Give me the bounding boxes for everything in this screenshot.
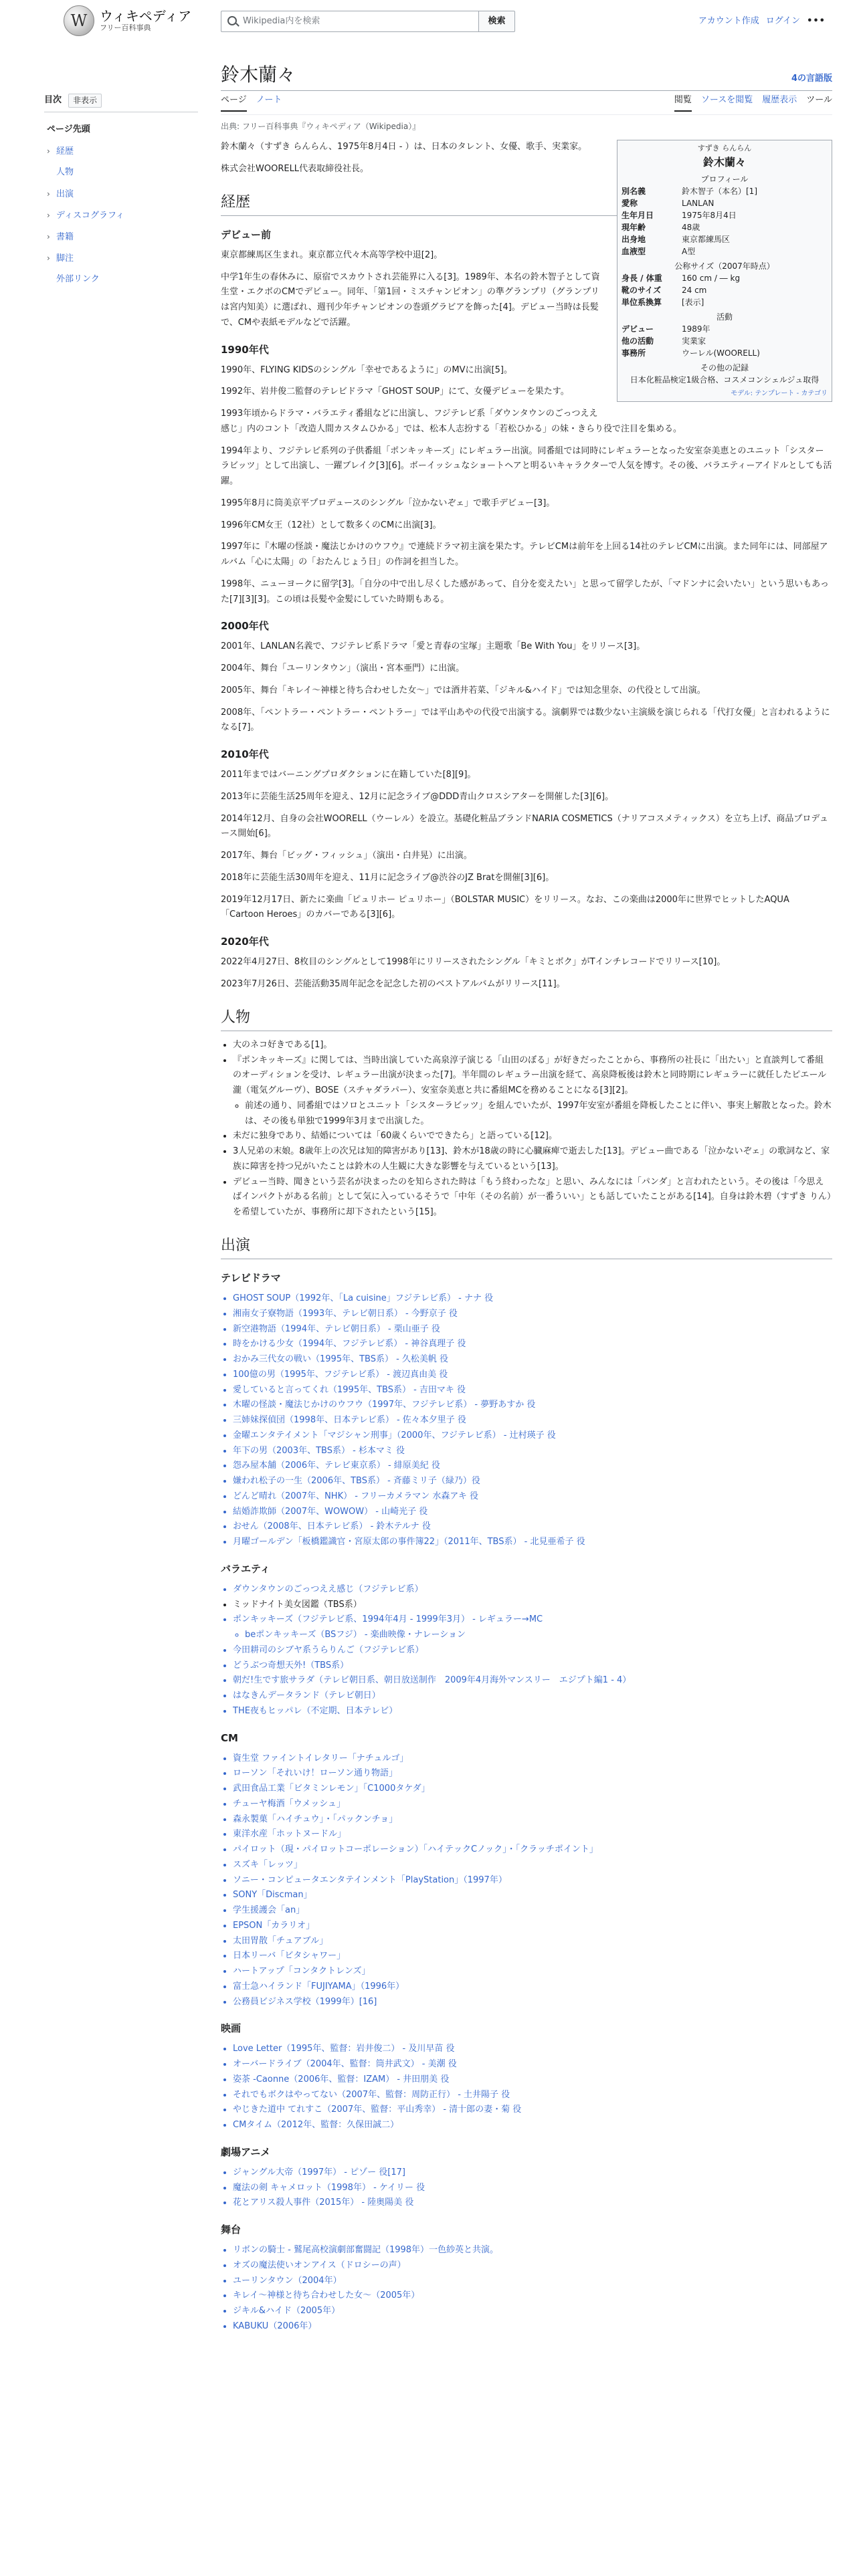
chevron-right-icon[interactable]: › xyxy=(47,232,50,242)
list-item[interactable]: • 100億の男（1995年、フジテレビ系） - 渡辺真由美 役 xyxy=(233,1368,832,1383)
infobox-value: 160 cm / ― kg xyxy=(682,273,741,283)
list-item[interactable]: • どんど晴れ（2007年、NHK） - フリーカメラマン 水森アキ 役 xyxy=(233,1489,832,1505)
tab-tools[interactable]: ツール xyxy=(806,95,832,106)
list-item[interactable]: • EPSON「カラリオ」 xyxy=(233,1919,832,1934)
list-item[interactable]: • どうぶつ奇想天外!（TBS系） xyxy=(233,1658,832,1674)
infobox-value: 1975年8月4日 xyxy=(682,210,737,220)
list-item[interactable]: • 怨み屋本舗（2006年、テレビ東京系） - 緋原美紀 役 xyxy=(233,1459,832,1474)
infobox-value: 48歳 xyxy=(682,222,700,232)
stage-list xyxy=(233,2243,832,2335)
toc-hide-button[interactable]: 非表示 xyxy=(68,94,102,108)
infobox-value: LANLAN xyxy=(682,198,714,208)
paragraph: 2022年4月27日、8枚目のシングルとして1998年にリリースされたシングル「キミとボク」がTインチレコードでリリース[10]。 xyxy=(221,957,726,968)
list-item[interactable]: • 花とアリス殺人事件（2015年） - 陸奥陽美 役 xyxy=(233,2195,832,2211)
logo-title: ウィキペディア xyxy=(100,7,192,24)
list-item[interactable]: • ジキル&ハイド（2005年） xyxy=(233,2304,832,2319)
infobox-row xyxy=(622,245,828,257)
login-link[interactable]: ログイン xyxy=(765,16,801,26)
list-item[interactable]: • それでもボクはやってない（2007年、監督：周防正行） - 土井陽子 役 xyxy=(233,2088,832,2103)
cm-list xyxy=(233,1751,832,2010)
film-list xyxy=(233,2042,832,2133)
list-item[interactable]: • 結婚詐欺師（2007年、WOWOW） - 山崎光子 役 xyxy=(233,1505,832,1520)
list-item[interactable]: • ユーリンタウン（2004年） xyxy=(233,2274,832,2289)
list-item[interactable]: • 魔法の剣 キャメロット（1998年） - ケイリー 役 xyxy=(233,2181,832,2196)
wikipedia-logo[interactable] xyxy=(64,5,191,36)
list-item[interactable]: • おかみ三代女の戦い（1995年、TBS系） - 久松美帆 役 xyxy=(233,1352,832,1368)
list-item[interactable]: • 朝だ!生です旅サラダ（テレビ朝日系、朝日放送制作 2009年4月海外マンスリー エジプト編1 - 4） xyxy=(233,1673,832,1689)
section-career: 経歴 xyxy=(221,191,832,216)
list-item[interactable]: • パイロット（現・パイロットコーポレーション）「ハイテックCノック」・「クラッチポイント」 xyxy=(233,1842,832,1858)
paragraph: 2023年7月26日、芸能活動35周年記念を記念した初のベストアルバムがリリース[11]。 xyxy=(221,978,565,989)
source-note: 出典: フリー百科事典『ウィキペディア（Wikipedia）』 xyxy=(221,122,421,131)
infobox-row xyxy=(622,233,828,245)
list-item[interactable]: • 愛していると言ってくれ（1995年、TBS系） - 吉田マキ 役 xyxy=(233,1383,832,1398)
list-item[interactable]: • 新空港物語（1994年、テレビ朝日系） - 栗山亜子 役 xyxy=(233,1322,832,1337)
list-item[interactable]: • やじきた道中 てれすこ（2007年、監督：平山秀幸） - 清十郎の妻・菊 役 xyxy=(233,2103,832,2118)
toc-item-label: 脚注 xyxy=(56,253,74,264)
infobox-value: A型 xyxy=(682,246,696,256)
tab-view-source[interactable]: ソースを閲覧 xyxy=(700,95,753,106)
subsection-before-debut: デビュー前 xyxy=(221,228,272,241)
infobox-key: 他の活動 xyxy=(622,336,654,346)
infobox-value: 実業家 xyxy=(682,336,706,346)
infobox-value: 鈴木智子（本名）[1] xyxy=(682,186,757,196)
list-item[interactable]: • ポンキッキーズ（フジテレビ系、1994年4月 - 1999年3月） - レギュラー→MC ◦ beポンキッキーズ（BSフジ） - 楽曲映像・ナレーション xyxy=(233,1612,832,1643)
person-list xyxy=(233,1038,832,1220)
drama-list xyxy=(233,1291,832,1550)
search-input[interactable]: Wikipedia内を検索 xyxy=(221,11,479,32)
list-item[interactable]: • オズの魔法使いオンアイス（ドロシーの声） xyxy=(233,2258,832,2274)
paragraph: 1992年、岩井俊二監督のテレビドラマ「GHOST SOUP」にて、女優デビューを果たす。 xyxy=(221,387,569,397)
chevron-right-icon[interactable]: › xyxy=(47,211,50,221)
list-item[interactable]: • オーバードライブ（2004年、監督：筒井武文） - 美潮 役 xyxy=(233,2057,832,2072)
list-item[interactable]: • スズキ「レッツ」 xyxy=(233,1858,832,1873)
toc-item[interactable] xyxy=(44,269,198,290)
tab-history[interactable]: 履歴表示 xyxy=(762,95,797,106)
list-item: • ミッドナイト美女図鑑（TBS系） xyxy=(233,1598,832,1613)
subsection-2010s: 2010年代 xyxy=(221,748,269,761)
infobox-profile-header: プロフィール xyxy=(700,174,749,184)
subsection-1990s: 1990年代 xyxy=(221,343,269,356)
paragraph: 2017年、舞台「ビッグ・フィッシュ」（演出・白井晃）に出演。 xyxy=(221,851,472,861)
paragraph: 2008年、「ペントラー・ペントラー・ペントラー」では平山あやの代役で出演する。演劇界では数少ない主演級を演じられる「代打女優」と言われるようになる[7]。 xyxy=(221,707,830,733)
infobox-name: 鈴木蘭々 xyxy=(702,155,746,169)
paragraph: 2001年、LANLAN名義で、フジテレビ系ドラマ「愛と青春の宝塚」主題歌「Be With You」をリリース[3]。 xyxy=(221,641,646,652)
infobox-row xyxy=(622,296,828,308)
list-item[interactable]: • チューヤ梅酒「ウメッシュ」 xyxy=(233,1797,832,1812)
logo-subtitle: フリー百科事典 xyxy=(100,23,151,32)
toc-item-label: 書籍 xyxy=(56,232,74,243)
intro-company: 株式会社WOORELL代表取締役社長。 xyxy=(221,163,369,174)
list-item[interactable]: • 木曜の怪談・魔法じかけのウフウ（1997年、フジテレビ系） - 夢野あすか 役 xyxy=(233,1398,832,1413)
chevron-right-icon[interactable]: › xyxy=(47,253,50,263)
paragraph: 東京都練馬区生まれ。東京都立代々木高等学校中退[2]。 xyxy=(221,249,443,260)
paragraph: 2019年12月17日、新たに楽曲「ピュリホー ピュリホー」（BOLSTAR MUSIC）をリリース。なお、この楽曲は2000年に世界でヒットしたAQUA「Cartoon Heroes」のカバーである[3][6]。 xyxy=(221,894,789,920)
paragraph: 2005年、舞台「キレイ〜神様と待ち合わせした女〜」では酒井若菜、「ジキル&ハイド」では知念里奈、の代役として出演。 xyxy=(221,685,706,695)
toc-item[interactable] xyxy=(44,205,198,226)
list-item[interactable]: • 富士急ハイランド「FUJIYAMA」（1996年） xyxy=(233,1979,832,1995)
subsection-stage: 舞台 xyxy=(221,2224,242,2236)
toc-item-label: 経歴 xyxy=(56,146,74,157)
infobox-key: 身長 / 体重 xyxy=(622,273,662,283)
infobox-row xyxy=(622,272,828,284)
subsection-2020s: 2020年代 xyxy=(221,936,269,948)
infobox-row xyxy=(622,347,828,359)
subsection-variety: バラエティ xyxy=(221,1562,270,1575)
infobox-kana: すずき らんらん xyxy=(697,144,752,153)
site-header xyxy=(0,0,859,47)
toc-item-label: ディスコグラフィ xyxy=(56,211,124,221)
toc-item-label: 外部リンク xyxy=(56,274,100,285)
subsection-anime: 劇場アニメ xyxy=(221,2145,271,2158)
section-appearances: 出演 xyxy=(221,1234,832,1259)
list-item[interactable]: • 金曜エンタテイメント「マジシャン刑事」（2000年、フジテレビ系） - 辻村瑛子 役 xyxy=(233,1428,832,1444)
toc-item-label: 出演 xyxy=(56,189,74,200)
paragraph: 1995年8月に筒美京平プロデュースのシングル「泣かないぞェ」で歌手デビュー[3]。 xyxy=(221,498,555,508)
toc-item[interactable] xyxy=(44,119,198,140)
list-item[interactable]: • 姿茶 -Caonne（2006年、監督：IZAM） - 井田朋美 役 xyxy=(233,2072,832,2088)
paragraph: 2004年、舞台「ユーリンタウン」（演出・宮本亜門）に出演。 xyxy=(221,663,465,674)
toc-item[interactable] xyxy=(44,226,198,247)
list-item[interactable]: • 湘南女子寮物語（1993年、テレビ朝日系） - 今野京子 役 xyxy=(233,1307,832,1322)
user-links xyxy=(698,15,826,29)
intro-paragraph: 鈴木蘭々（すずき らんらん、1975年8月4日 - ）は、日本のタレント、女優、歌手、実業家。 xyxy=(221,142,587,152)
toc-item[interactable] xyxy=(44,162,198,183)
page-title: 鈴木蘭々 xyxy=(221,64,296,86)
infobox-key: 靴のサイズ xyxy=(622,285,662,295)
table-of-contents xyxy=(44,94,198,290)
paragraph: 2018年に芸能生活30周年を迎え、11月に記念ライブ@渋谷のJZ Bratを開催[3][6]。 xyxy=(221,872,555,883)
globe-icon: W xyxy=(64,5,94,36)
tab-talk[interactable]: ノート xyxy=(256,95,282,106)
infobox-row xyxy=(622,335,828,347)
paragraph: 2014年12月、自身の会社WOORELL（ウーレル）を設立。基礎化粧品ブランドNARIA COSMETICS（ナリアコスメティックス）を立ち上げ、商品プロデュース開始[6]。 xyxy=(221,813,828,839)
chevron-right-icon[interactable]: › xyxy=(47,146,50,156)
list-subitem[interactable]: ◦ beポンキッキーズ（BSフジ） - 楽曲映像・ナレーション xyxy=(245,1628,832,1643)
list-subitem: ◦ 前述の通り、同番組ではソロとユニット「シスターラビッツ」を組んでいたが、1997年安室が番組を降板したことに伴い、事実上解散となった。鈴木は、その後も単独で1999年3月まで出演した。 xyxy=(245,1099,832,1130)
toc-item[interactable] xyxy=(44,247,198,269)
list-item[interactable]: • 嫌われ松子の一生（2006年、TBS系） - 斉藤ミリ子（緑乃）役 xyxy=(233,1474,832,1489)
toc-title: 目次 xyxy=(44,95,62,106)
list-item[interactable]: • 日本リーバ「ビタシャワー」 xyxy=(233,1949,832,1964)
infobox-row xyxy=(622,284,828,296)
infobox-value: 1989年 xyxy=(682,324,710,334)
tab-read[interactable]: 閲覧 xyxy=(674,94,692,112)
paragraph: 1990年、FLYING KIDSのシングル「幸せであるように」のMVに出演[5]。 xyxy=(221,364,512,375)
paragraph: 1996年CM女王（12社）として数多くのCMに出演[3]。 xyxy=(221,520,442,530)
list-item[interactable]: • ハートアップ「コンタクトレンズ」 xyxy=(233,1964,832,1979)
infobox-value: 東京都練馬区 xyxy=(682,234,731,244)
infobox-value: [表示] xyxy=(682,297,704,307)
infobox-key: 血液型 xyxy=(622,246,646,256)
list-item: • デビュー当時、聞きという芸名が決まったのを知らされた時は「もう終わったな」と思い、みんなには「パンダ」と言われたという。その後は「今思えばインパクトがある名前」として気に入っているそうで「中年（その名前）が一番ういい」とも話していたことがある[14]。自身は鈴木碧（すずき りん）を希望していたが、事務所に却下されたという[15]。 xyxy=(233,1175,832,1220)
infobox-key: 単位系換算 xyxy=(622,297,662,307)
list-item: • 3人兄弟の末娘。8歳年上の次兄は知的障害があり[13]、鈴木が18歳の時に心臓麻痺で逝去した[13]。デビュー曲である「泣かないぞェ」の歌詞など、家族に障害を持つ兄がいたことは鈴木の人生観に大きな影響を与えているという[13]。 xyxy=(233,1144,832,1175)
subsection-film: 映画 xyxy=(221,2022,242,2035)
list-item[interactable]: • 公務員ビジネス学校（1999年）[16] xyxy=(233,1995,832,2010)
subsection-2000s: 2000年代 xyxy=(221,620,269,633)
list-item[interactable]: • 学生援護会「an」 xyxy=(233,1903,832,1919)
list-item[interactable]: • 森永製菓「ハイチュウ」・「パックンチョ」 xyxy=(233,1812,832,1828)
infobox-key: 事務所 xyxy=(622,348,646,358)
create-account-link[interactable]: アカウント作成 xyxy=(698,16,759,26)
chevron-right-icon[interactable]: › xyxy=(47,189,50,199)
infobox-other-text: 日本化粧品検定1級合格、コスメコンシェルジュ取得 xyxy=(630,374,820,385)
infobox-row xyxy=(622,185,828,197)
list-item[interactable]: • Love Letter（1995年、監督：岩井俊二） - 及川早苗 役 xyxy=(233,2042,832,2057)
infobox-activity-header: 活動 xyxy=(716,312,733,322)
toc-item-label: 人物 xyxy=(56,167,74,178)
list-item[interactable]: • 三姉妹探偵団（1998年、日本テレビ系） - 佐々本夕里子 役 xyxy=(233,1413,832,1428)
infobox-row xyxy=(622,221,828,233)
search-icon xyxy=(227,16,237,25)
paragraphs-2020s xyxy=(221,955,832,992)
list-item[interactable]: • ダウンタウンのごっつええ感じ（フジテレビ系） xyxy=(233,1582,832,1598)
infobox-key: 生年月日 xyxy=(622,210,654,220)
list-item[interactable]: • THE夜もヒッパレ（不定期、日本テレビ） xyxy=(233,1704,832,1719)
list-item[interactable]: • 資生堂 ファイントイレタリー「ナチュルゴ」 xyxy=(233,1751,832,1767)
list-item[interactable]: • 武田食品工業「ビタミンレモン」「C1000タケダ」 xyxy=(233,1782,832,1797)
infobox xyxy=(617,140,832,402)
paragraph: 1998年、ニューヨークに留学[3]。「自分の中で出し尽くした感があって、自分を変えたい」と思って留学したが、「マドンナに会いたい」という思いもあった[7][3][3]。この頃は長髪や金髪にしていた時期もある。 xyxy=(221,578,829,605)
page-tabs xyxy=(221,91,832,115)
more-options-icon[interactable]: ••• xyxy=(807,16,826,26)
paragraph: 中学1年生の春休みに、原宿でスカウトされ芸能界に入る[3]。1989年、本名の鈴木智子として資生堂・エクボのCMでデビュー。同年、「第1回・ミスチャンピオン」の準グランプリ（グランプリは宮内知美）に選ばれ、週刊少年チャンピオンの巻頭グラビアを飾った[4]。デビュー当時は長髪で、CMや表紙モデルなどで活躍。 xyxy=(221,272,600,328)
list-item[interactable]: • KABUKU（2006年） xyxy=(233,2319,832,2335)
main-content xyxy=(221,62,832,2341)
search-form xyxy=(221,11,515,32)
list-item[interactable]: • 今田耕司のシブヤ系うらりんご（フジテレビ系） xyxy=(233,1643,832,1658)
paragraph: 2011年まではバーニングプロダクションに在籍していた[8][9]。 xyxy=(221,770,476,780)
list-item[interactable]: • 太田胃散「チュアブル」 xyxy=(233,1934,832,1949)
infobox-footer[interactable]: モデル: テンプレート - カテゴリ xyxy=(731,389,828,397)
search-button[interactable]: 検索 xyxy=(479,11,515,32)
subsection-cm: CM xyxy=(221,1731,238,1744)
infobox-key: デビュー xyxy=(622,324,654,334)
list-item: • 大のネコ好きである[1]。 xyxy=(233,1038,832,1053)
infobox-row xyxy=(622,323,828,335)
list-item[interactable]: • ローソン「それいけ！ローソン通り物語」 xyxy=(233,1766,832,1782)
list-item: • 未だに独身であり、結婚については「60歳くらいでできたら」と語っている[12]。 xyxy=(233,1129,832,1144)
paragraph: 1993年頃からドラマ・バラエティ番組などに出演し、フジテレビ系「ダウンタウンのごっつええ感じ」内のコント「改造人間カスタムひかる」では、松本人志扮する「若松ひかる」の妹・きらり役で注目を集める。 xyxy=(221,409,682,434)
infobox-other-header: その他の記録 xyxy=(700,362,749,372)
infobox-key: 別名義 xyxy=(622,186,646,196)
language-button[interactable]: 4の言語版 xyxy=(791,74,832,84)
infobox-row xyxy=(622,197,828,209)
infobox-size-header: 公称サイズ（2007年時点） xyxy=(674,261,775,271)
list-item[interactable]: • リボンの騎士 - 鷲尾高校演劇部奮闘記（1998年）一色紗英と共演。 xyxy=(233,2243,832,2258)
section-person: 人物 xyxy=(221,1006,832,1031)
paragraph: 1994年より、フジテレビ系列の子供番組「ポンキッキーズ」にレギュラー出演。同番組では同時にレギュラーとなった安室奈美恵とのユニット「シスターラビッツ」として出演し、一躍ブレイク[3][6]。ボーイッシュなショートヘアと明るいキャラクターで人気を博す。その後、バラエティーアイドルとしても活躍。 xyxy=(221,445,832,487)
variety-list xyxy=(233,1582,832,1719)
toc-item[interactable] xyxy=(44,183,198,205)
infobox-value: ウーレル(WOORELL) xyxy=(682,348,760,358)
anime-list xyxy=(233,2165,832,2211)
list-item[interactable]: • はなきんデータランド（テレビ朝日） xyxy=(233,1689,832,1704)
toc-item-label: ページ先頭 xyxy=(47,124,90,135)
list-item[interactable]: • おせん（2008年、日本テレビ系） - 鈴木テルナ 役 xyxy=(233,1519,832,1535)
paragraph: 2013年に芸能生活25周年を迎え、12月に記念ライブ@DDD青山クロスシアターを開催した[3][6]。 xyxy=(221,791,614,802)
list-item[interactable]: • 時をかける少女（1994年、フジテレビ系） - 神谷真理子 役 xyxy=(233,1337,832,1352)
list-item: • 『ポンキッキーズ』に関しては、当時出演していた高泉淳子演じる「山田のぼる」が好きだったことから、事務所の社長に「出たい」と直談判して番組のオーディションを受け、レギュラー出演が決まった[7]。半年間のレギュラー出演を経て、高泉降板後は鈴木と同時期にレギュラーに就任したピエール瀧（電気グルーヴ）、BOSE（スチャダラパー）、安室奈美恵と共に番組MCを務めることになる[3][2]。 ◦ 前述の通り、同番組ではソロとユニット「シスターラビッツ」を組んでいたが、1997年安室が番組を降板したことに伴い、事実上解散となった。鈴木は、その後も単独で1999年3月まで出演した。 xyxy=(233,1053,832,1130)
list-item[interactable]: • GHOST SOUP（1992年、「La cuisine」フジテレビ系） - ナナ 役 xyxy=(233,1291,832,1307)
list-item[interactable]: • 東洋水産「ホットヌードル」 xyxy=(233,1827,832,1842)
list-item[interactable]: • 月曜ゴールデン「板橋鑑識官・宮原太郎の事件簿22」（2011年、TBS系） - 北見亜希子 役 xyxy=(233,1535,832,1550)
infobox-key: 愛称 xyxy=(622,198,638,208)
infobox-key: 現年齢 xyxy=(622,222,646,232)
infobox-row xyxy=(622,209,828,221)
list-item[interactable]: • ジャングル大帝（1997年） - ピゾー 役[17] xyxy=(233,2165,832,2181)
toc-item[interactable] xyxy=(44,140,198,162)
subsection-drama: テレビドラマ xyxy=(221,1272,281,1284)
infobox-key: 出身地 xyxy=(622,234,646,244)
infobox-value: 24 cm xyxy=(682,285,707,295)
list-item[interactable]: • ソニー・コンピュータエンタテインメント「PlayStation」（1997年） xyxy=(233,1873,832,1889)
list-item[interactable]: • キレイ〜神様と待ち合わせした女〜（2005年） xyxy=(233,2288,832,2304)
list-item[interactable]: • CMタイム（2012年、監督：久保田誠二） xyxy=(233,2118,832,2133)
paragraphs-2000s xyxy=(221,639,832,736)
paragraphs-2010s xyxy=(221,768,832,923)
paragraph: 1997年に『木曜の怪談・魔法じかけのウフウ』で連続ドラマ初主演を果たす。テレビCMは前年を上回る14社のテレビCMに出演。また同年には、同部屋アルバム「心に太陽」の「おたんじょう日」の作詞を担当した。 xyxy=(221,542,828,568)
tab-page[interactable]: ページ xyxy=(221,94,247,112)
list-item[interactable]: • 年下の男（2003年、TBS系） - 杉本マミ 役 xyxy=(233,1444,832,1459)
list-item[interactable]: • SONY「Discman」 xyxy=(233,1888,832,1903)
